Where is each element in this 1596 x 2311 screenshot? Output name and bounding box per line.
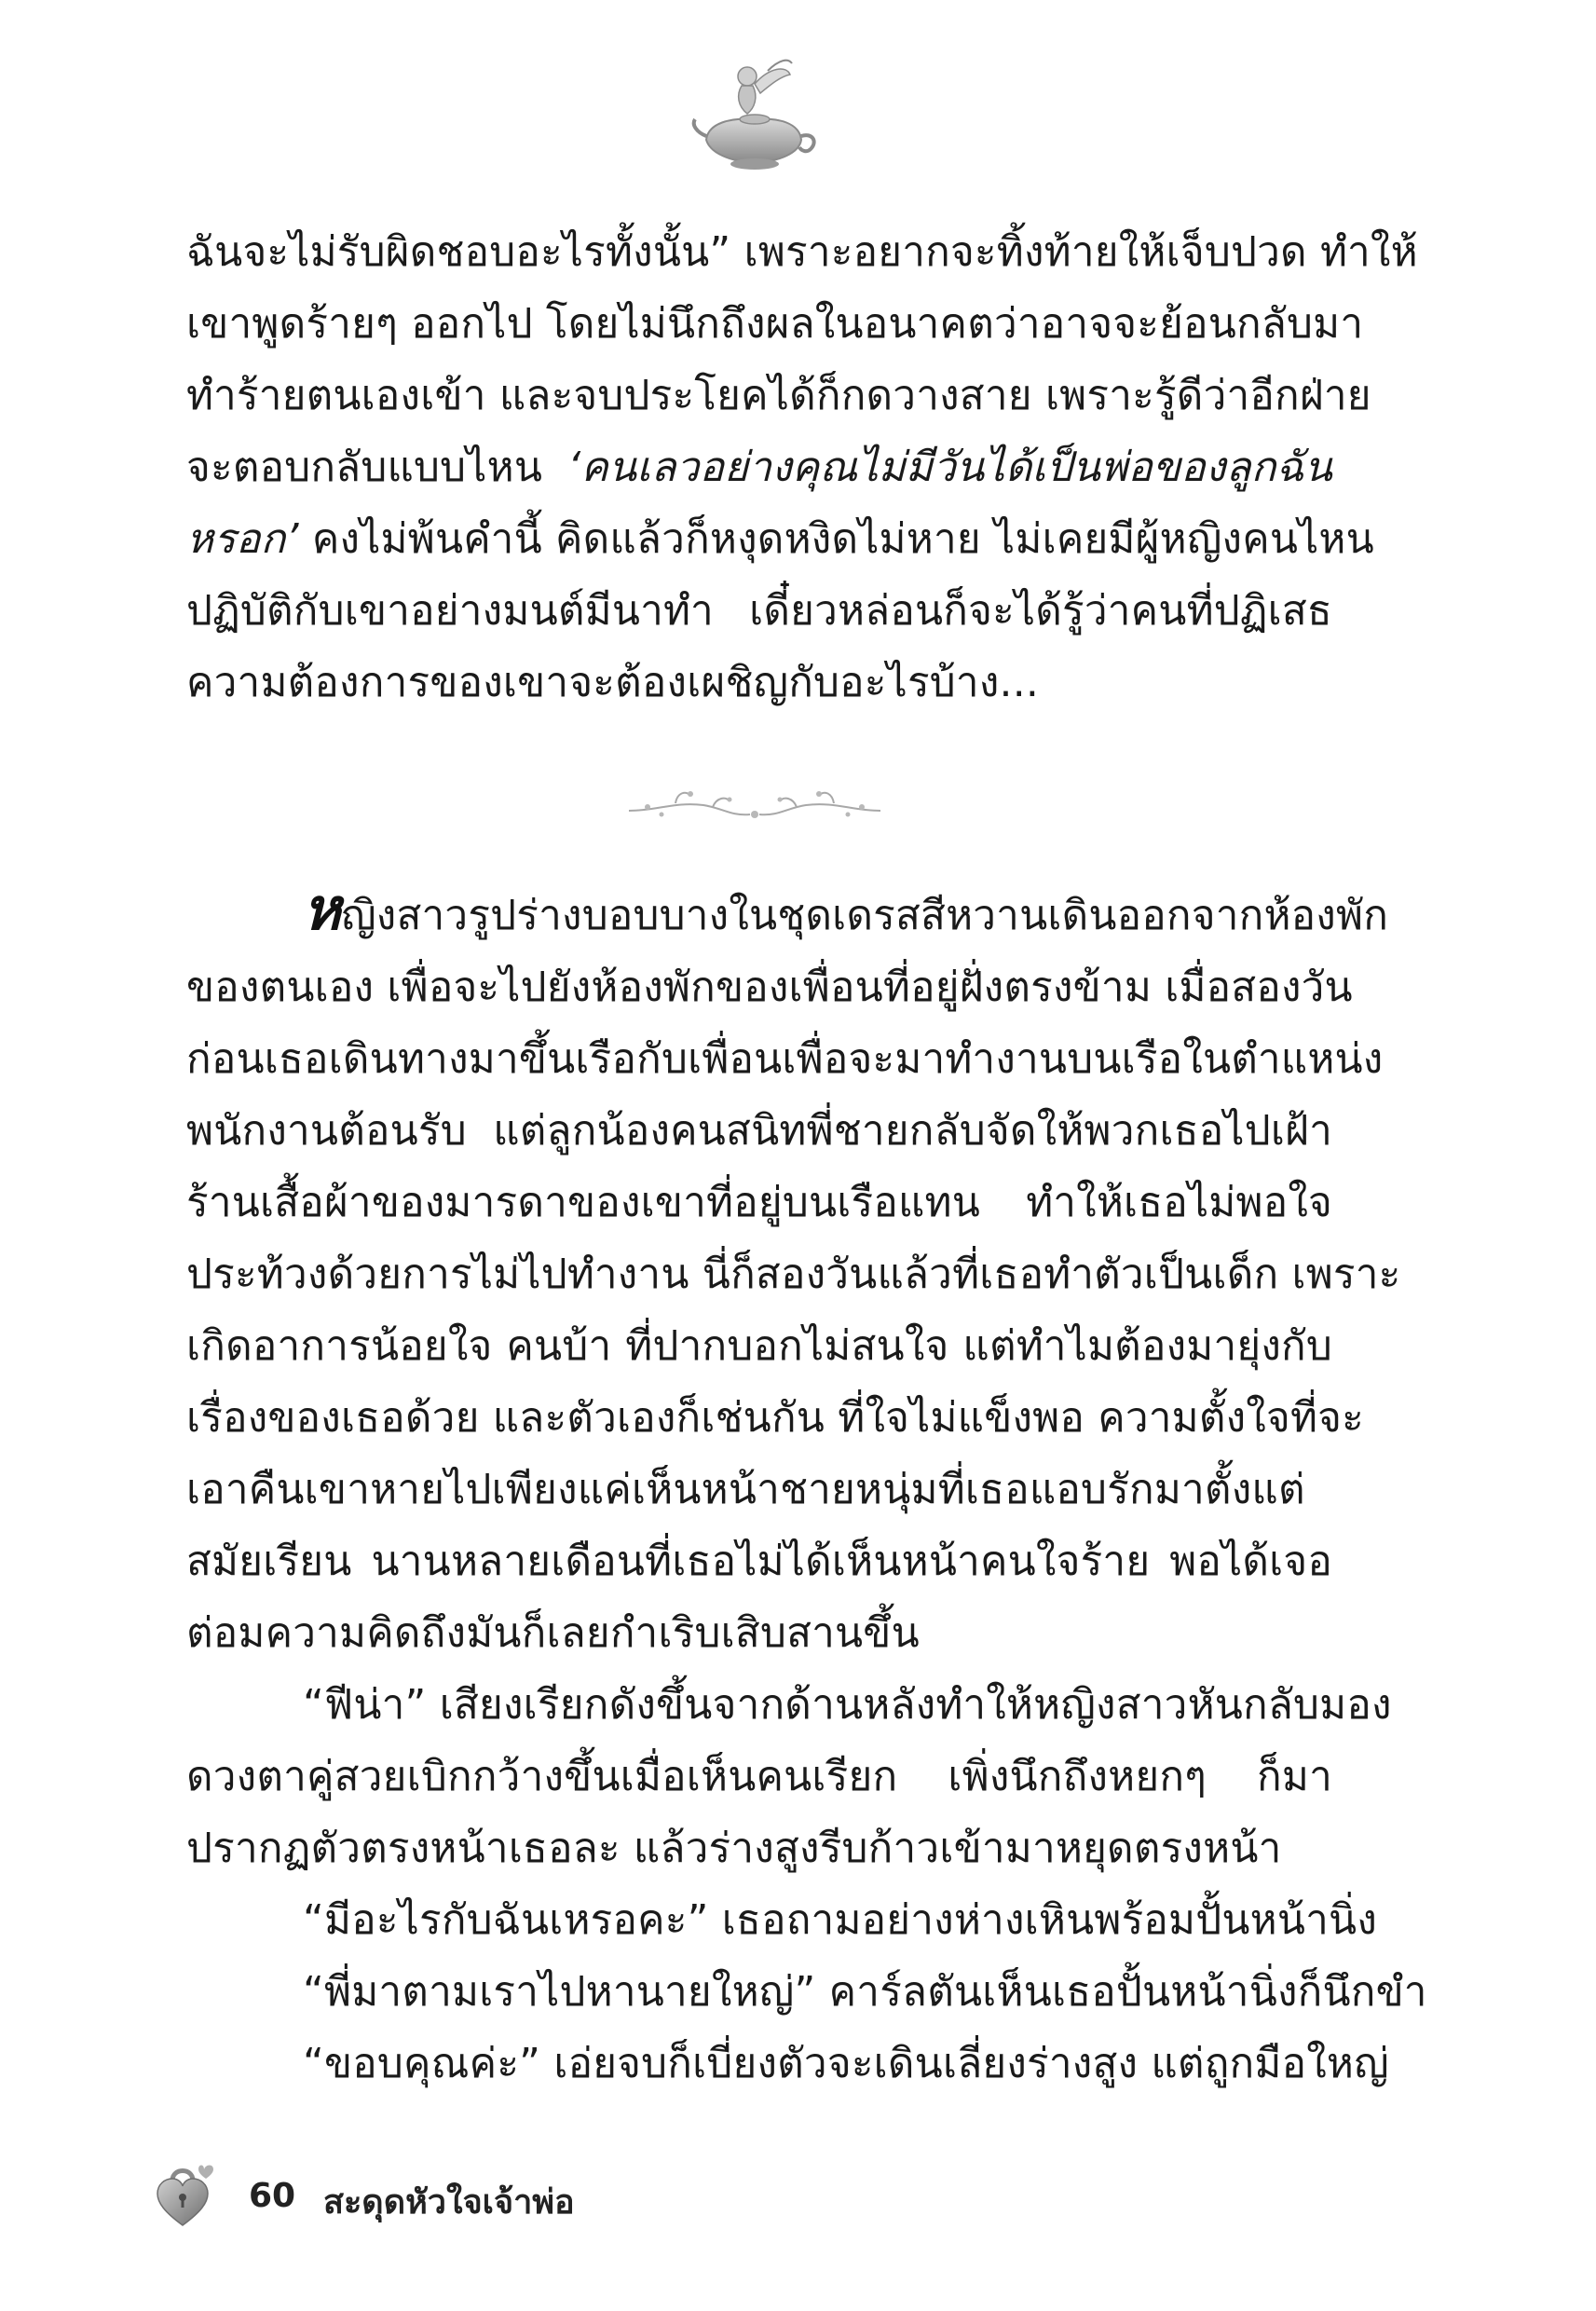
text-line: สมัยเรียน นานหลายเดือนที่เธอไม่ได้เห็นหน้าคนใจร้าย พอได้เจอ bbox=[186, 1538, 1332, 1585]
text-line: ปรากฏตัวตรงหน้าเธอละ แล้วร่างสูงรีบก้าวเข้ามาหยุดตรงหน้า bbox=[186, 1825, 1282, 1872]
main-narrative bbox=[186, 875, 1427, 2099]
text-line bbox=[186, 431, 1332, 503]
text-line: “ขอบคุณค่ะ” เอ่ยจบก็เบี่ยงตัวจะเดินเลี่ยงร่างสูง แต่ถูกมือใหญ่ bbox=[303, 2040, 1389, 2087]
text-line: พนักงานต้อนรับ แต่ลูกน้องคนสนิทพี่ชายกลับจัดให้พวกเธอไปเฝ้า bbox=[186, 1107, 1332, 1155]
text-line: ก่อนเธอเดินทางมาขึ้นเรือกับเพื่อนเพื่อจะมาทำงานบนเรือในตำแหน่ง bbox=[186, 1035, 1384, 1083]
italic-quote: หรอก’ bbox=[186, 515, 299, 563]
teapot-cupid-ornament-icon bbox=[689, 54, 820, 175]
floral-divider-icon bbox=[620, 783, 890, 829]
text-line: “มีอะไรกับฉันเหรอคะ” เธอถามอย่างห่างเหินพร้อมปั้นหน้านิ่ง bbox=[303, 1896, 1377, 1944]
text-line: ร้านเสื้อผ้าของมารดาของเขาที่อยู่บนเรือแทน ทำให้เธอไม่พอใจ bbox=[186, 1179, 1332, 1226]
text-segment: คงไม่พ้นคำนี้ คิดแล้วก็หงุดหงิดไม่หาย ไม่เคยมีผู้หญิงคนไหน bbox=[298, 515, 1374, 563]
text-line: เกิดอาการน้อยใจ คนบ้า ที่ปากบอกไม่สนใจ แต่ทำไมต้องมายุ่งกับ bbox=[186, 1322, 1332, 1370]
text-line: เรื่องของเธอด้วย และตัวเองก็เช่นกัน ที่ใจไม่แข็งพอ ความตั้งใจที่จะ bbox=[186, 1394, 1364, 1442]
text-line: “พี่มาตามเราไปหานายใหญ่” คาร์ลตันเห็นเธอปั้นหน้านิ่งก็นึกขำ bbox=[303, 1968, 1427, 2016]
text-segment: ญิงสาวรูปร่างบอบบางในชุดเดรสสีหวานเดินออกจากห้องพัก bbox=[341, 892, 1389, 939]
text-line: ฉันจะไม่รับผิดชอบอะไรทั้งนั้น” เพราะอยากจะทิ้งท้ายให้เจ็บปวด ทำให้ bbox=[186, 228, 1418, 276]
text-line bbox=[186, 503, 1374, 575]
text-line: ของตนเอง เพื่อจะไปยังห้องพักของเพื่อนที่อยู่ฝั่งตรงข้าม เมื่อสองวัน bbox=[186, 964, 1353, 1011]
page-footer bbox=[154, 2160, 806, 2235]
text-line: ปฏิบัติกับเขาอย่างมนต์มีนาทำ เดี๋ยวหล่อนก็จะได้รู้ว่าคนที่ปฏิเสธ bbox=[186, 587, 1332, 635]
heart-lock-icon bbox=[154, 2160, 219, 2227]
text-line: ความต้องการของเขาจะต้องเผชิญกับอะไรบ้าง... bbox=[186, 659, 1040, 706]
text-segment: จะตอบกลับแบบไหน bbox=[186, 444, 568, 491]
drop-cap: ห bbox=[303, 875, 342, 943]
text-line: “ฟีน่า” เสียงเรียกดังขึ้นจากด้านหลังทำให้หญิงสาวหันกลับมอง bbox=[303, 1681, 1392, 1729]
text-line: ดวงตาคู่สวยเบิกกว้างขึ้นเมื่อเห็นคนเรียก เพิ่งนึกถึงหยกๆ ก็มา bbox=[186, 1753, 1332, 1800]
text-line: เขาพูดร้ายๆ ออกไป โดยไม่นึกถึงผลในอนาคตว่าอาจจะย้อนกลับมา bbox=[186, 300, 1364, 348]
page-number: 60 bbox=[249, 2177, 296, 2215]
text-line: ทำร้ายตนเองเข้า และจบประโยคได้ก็กดวางสาย เพราะรู้ดีว่าอีกฝ่าย bbox=[186, 372, 1371, 419]
text-line: ประท้วงด้วยการไม่ไปทำงาน นี่ก็สองวันแล้วที่เธอทำตัวเป็นเด็ก เพราะ bbox=[186, 1251, 1401, 1298]
text-line bbox=[186, 875, 1389, 951]
book-title: สะดุดหัวใจเจ้าพ่อ bbox=[323, 2183, 575, 2222]
italic-quote: ‘คนเลวอย่างคุณไม่มีวันได้เป็นพ่อของลูกฉัน bbox=[567, 444, 1332, 491]
paragraph-continuation bbox=[186, 216, 1418, 718]
text-line: ต่อมความคิดถึงมันก็เลยกำเริบเสิบสานขึ้น bbox=[186, 1609, 920, 1657]
text-line: เอาคืนเขาหายไปเพียงแค่เห็นหน้าชายหนุ่มที่เธอแอบรักมาตั้งแต่ bbox=[186, 1466, 1305, 1513]
